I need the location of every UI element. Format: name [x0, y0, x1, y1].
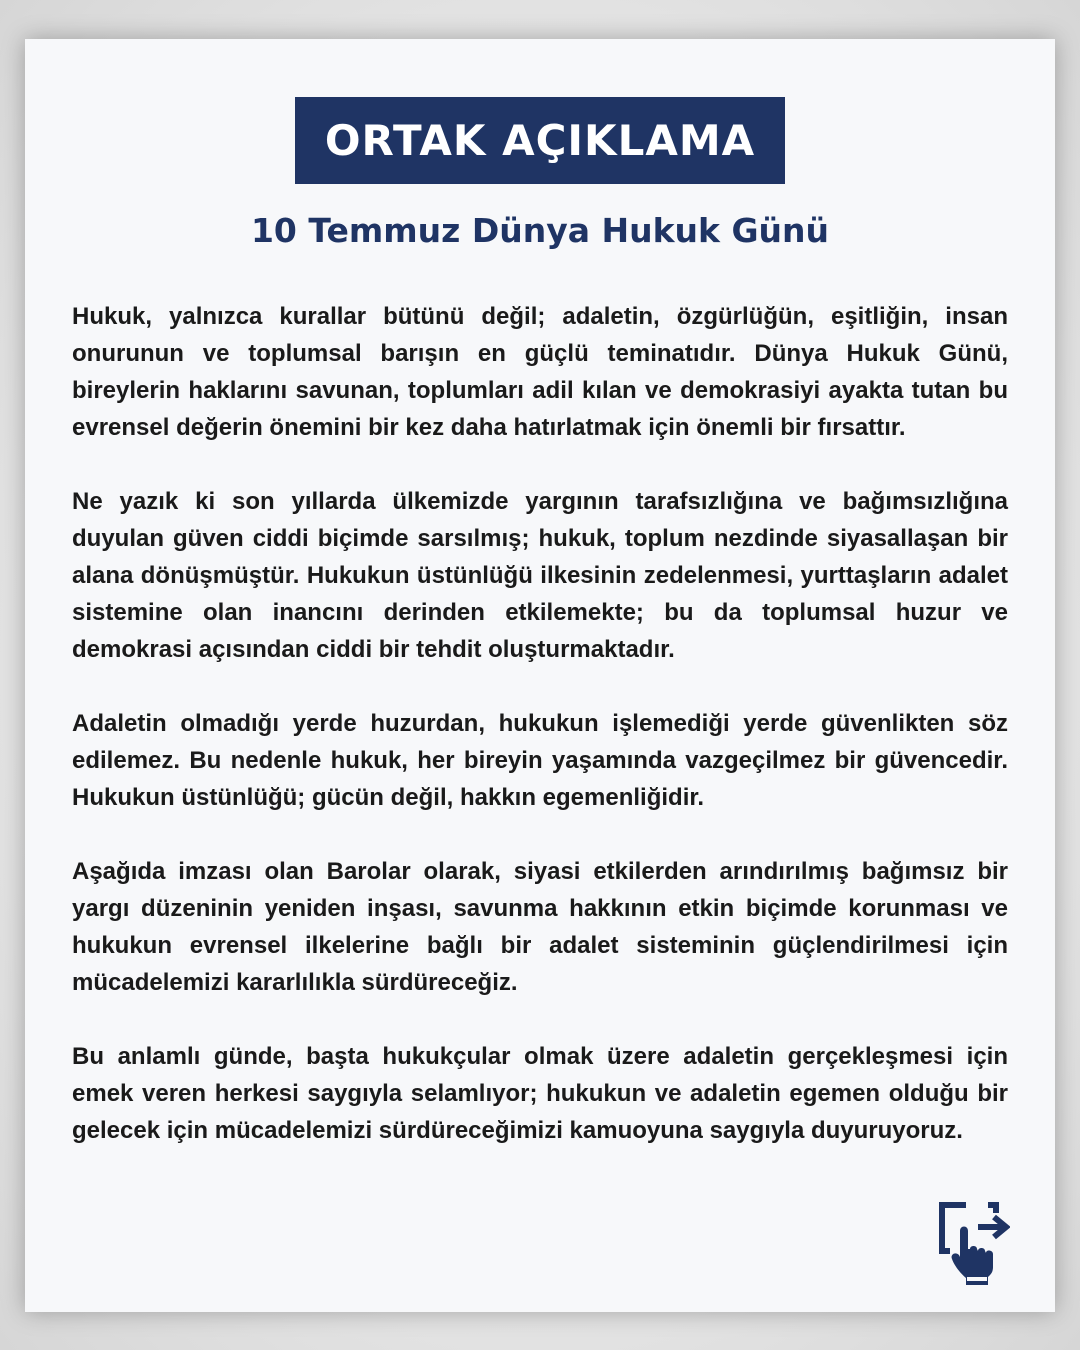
title-banner — [295, 97, 785, 184]
statement-card — [25, 39, 1055, 1312]
paragraph-2: Ne yazık ki son yıllarda ülkemizde yargının tarafsızlığına ve bağımsızlığına duyulan güven ciddi biçimde sarsılmış; hukuk, toplum nezdinde siyasallaşan bir alana dönüşmüştür. Hukukun üstünlüğü ilkesinin zedelenmesi, yurttaşların adalet sistemine olan inancını derinden etkilemekte; bu da toplumsal huzur ve demokrasi açısından ciddi bir tehdit oluşturmaktadır. — [72, 488, 1008, 663]
paragraph-1: Hukuk, yalnızca kurallar bütünü değil; adaletin, özgürlüğün, eşitliğin, insan onurunun ve toplumsal barışın en güçlü teminatıdır. Dünya Hukuk Günü, bireylerin haklarını savunan, toplumları adil kılan ve demokrasiyi ayakta tutan bu evrensel değerin önemini bir kez daha hatırlatmak için önemli bir fırsattır. — [72, 303, 1008, 441]
paragraph-3: Adaletin olmadığı yerde huzurdan, hukukun işlemediği yerde güvenlikten söz edilemez. Bu nedenle hukuk, her bireyin yaşamında vazgeçilmez bir güvencedir. Hukukun üstünlüğü; gücün değil, hakkın egemenliğidir. — [72, 710, 1008, 811]
page-subtitle: 10 Temmuz Dünya Hukuk Günü — [250, 211, 830, 250]
swipe-next-icon[interactable] — [938, 1201, 1010, 1287]
statement-body — [72, 298, 1008, 1186]
paragraph-5: Bu anlamlı günde, başta hukukçular olmak üzere adaletin gerçekleşmesi için emek veren herkesi saygıyla selamlıyor; hukukun ve adaletin egemen olduğu bir gelecek için mücadelemizi sürdüreceğimizi kamuoyuna saygıyla duyuruyoruz. — [72, 1043, 1008, 1144]
page-title: ORTAK AÇIKLAMA — [324, 116, 756, 165]
paragraph-4: Aşağıda imzası olan Barolar olarak, siyasi etkilerden arındırılmış bağımsız bir yargı düzeninin yeniden inşası, savunma hakkının etkin biçimde korunması ve hukukun evrensel ilkelerine bağlı bir adalet sisteminin güçlendirilmesi için mücadelemizi kararlılıkla sürdüreceğiz. — [72, 858, 1008, 996]
